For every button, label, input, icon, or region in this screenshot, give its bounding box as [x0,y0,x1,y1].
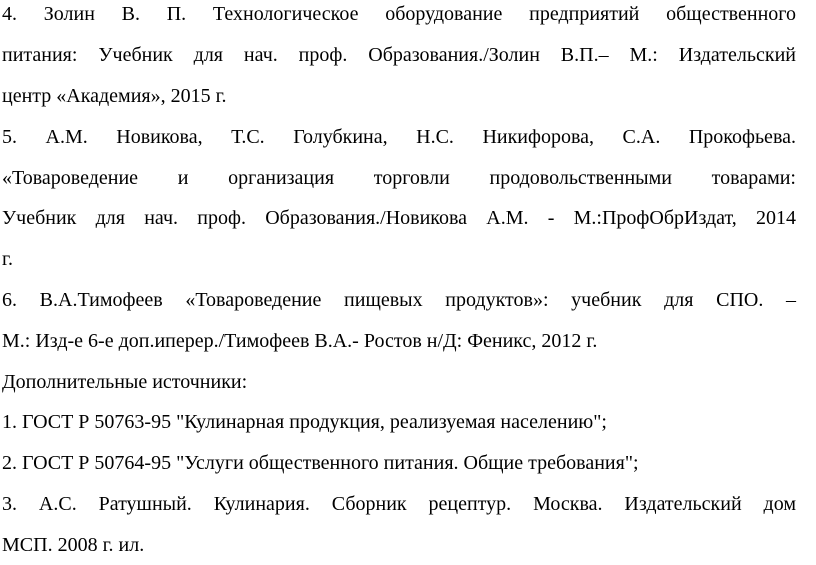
reference-4-line-2: питания: Учебник для нач. проф. Образования./Золин В.П.– М.: Издательский [2,44,796,66]
additional-source-3-line-2: МСП. 2008 г. ил. [2,534,145,556]
additional-source-1: 1. ГОСТ Р 50763-95 "Кулинарная продукция, реализуемая населению"; [2,411,607,433]
reference-4-line-1: 4. Золин В. П. Технологическое оборудование предприятий общественного [2,3,796,25]
reference-6-line-1: 6. В.А.Тимофеев «Товароведение пищевых продуктов»: учебник для СПО. – [2,289,796,311]
reference-6-line-2: М.: Изд-е 6-е доп.иперер./Тимофеев В.А.- Ростов н/Д: Феникс, 2012 г. [2,330,598,352]
reference-4-line-3: центр «Академия», 2015 г. [2,85,227,107]
reference-5-line-3: Учебник для нач. проф. Образования./Новикова А.М. - М.:ПрофОбрИздат, 2014 [2,207,796,229]
additional-source-2: 2. ГОСТ Р 50764-95 "Услуги общественного питания. Общие требования"; [2,452,639,474]
reference-5-line-4: г. [2,248,13,270]
additional-source-3-line-1: 3. А.С. Ратушный. Кулинария. Сборник рецептур. Москва. Издательский дом [2,493,796,515]
reference-5-line-1: 5. А.М. Новикова, Т.С. Голубкина, Н.С. Никифорова, С.А. Прокофьева. [2,126,796,148]
additional-sources-heading: Дополнительные источники: [2,371,248,393]
reference-5-line-2: «Товароведение и организация торговли продовольственными товарами: [2,167,796,189]
